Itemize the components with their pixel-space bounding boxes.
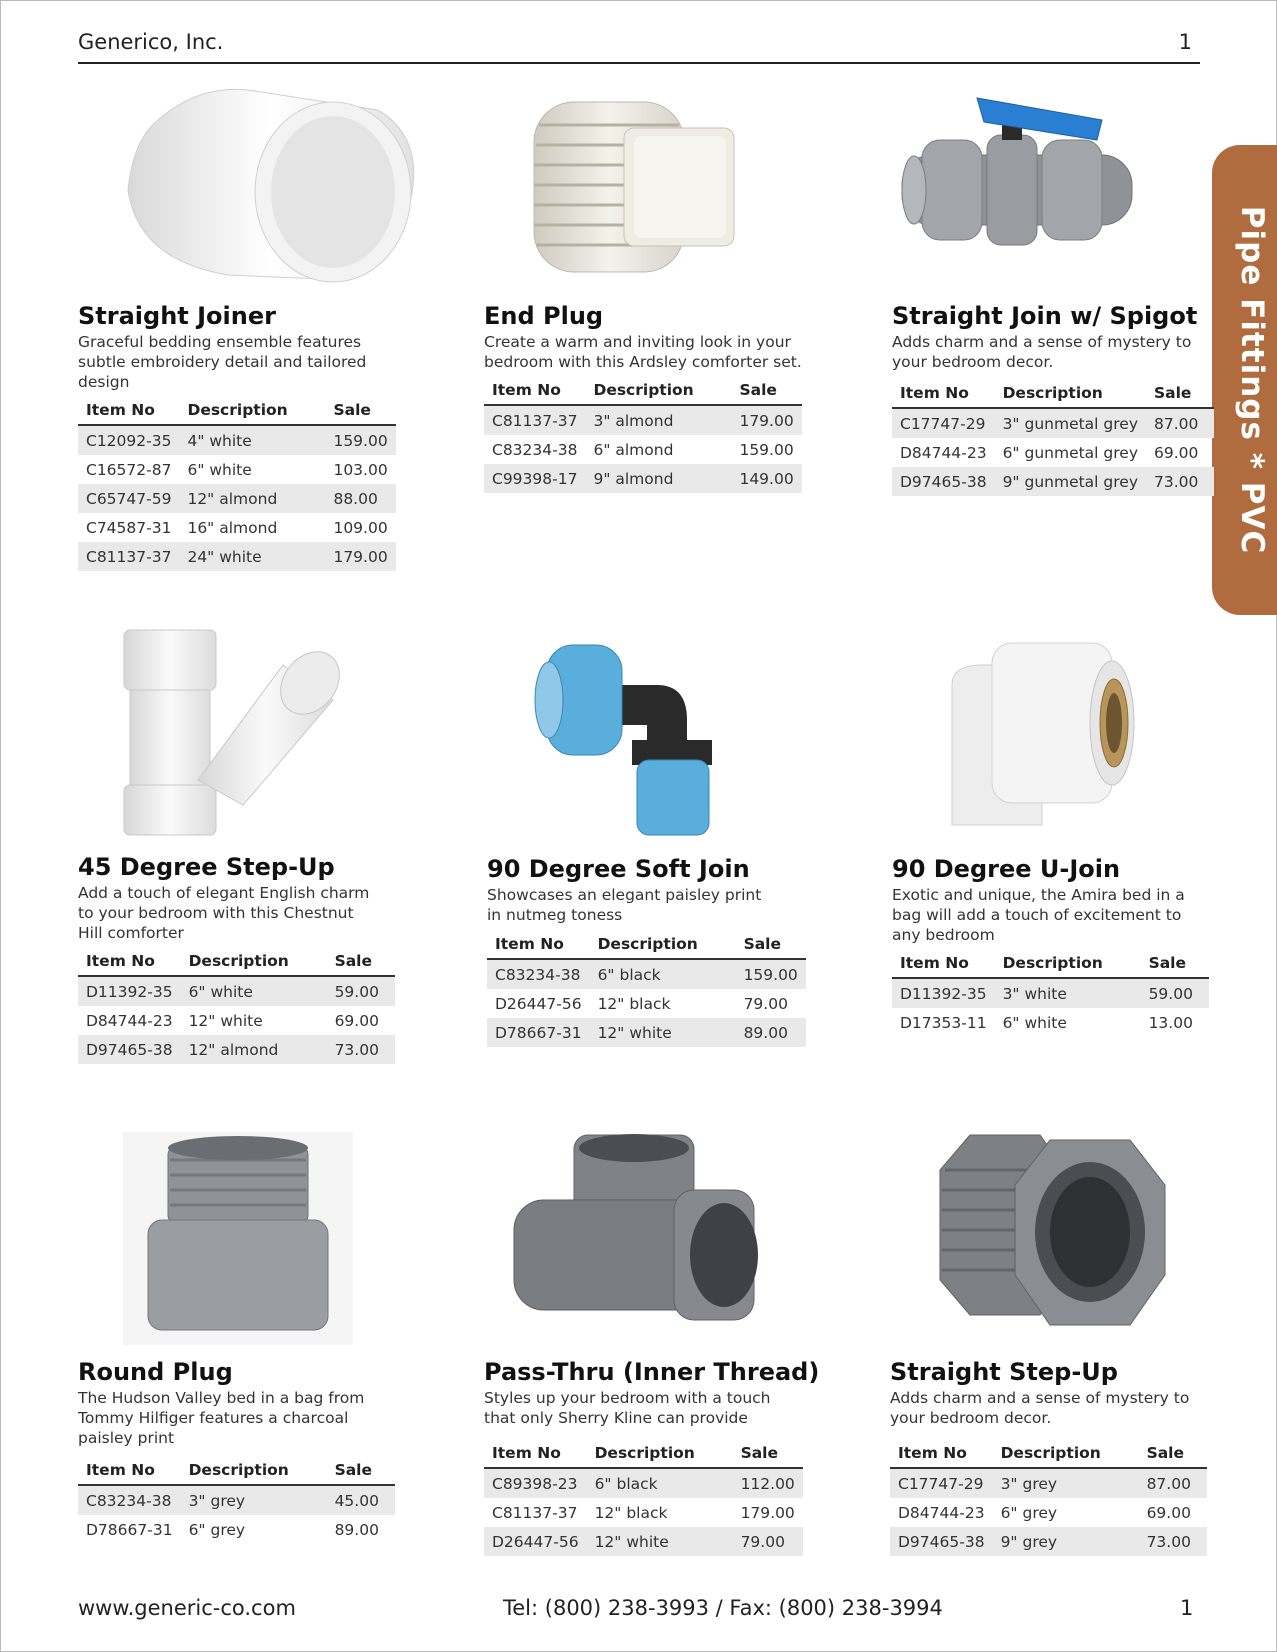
item-no: C83234-38 <box>487 959 590 989</box>
item-sale: 112.00 <box>733 1468 803 1498</box>
item-no: D84744-23 <box>898 1503 985 1522</box>
product-description: Showcases an elegant paisley print in nutmeg toness <box>487 886 762 924</box>
page-header <box>78 28 1200 64</box>
price-table <box>484 376 802 493</box>
item-description: 12" white <box>590 1018 736 1047</box>
item-description: 12" black <box>594 1503 668 1522</box>
item-no: C81137-37 <box>484 405 585 435</box>
table-row <box>78 1485 395 1515</box>
item-description: 6" grey <box>1000 1503 1058 1522</box>
col-header-description: Description <box>179 396 325 425</box>
price-table <box>78 396 396 571</box>
col-header-sale: Sale <box>327 947 395 976</box>
item-no: C81137-37 <box>78 542 179 571</box>
item-sale: 179.00 <box>731 405 801 435</box>
product-description: The Hudson Valley bed in a bag from Tommy Hilfiger features a charcoal paisley print <box>78 1389 365 1447</box>
product-title: 90 Degree U-Join <box>892 855 1121 883</box>
table-row <box>78 976 395 1006</box>
product-title: End Plug <box>484 302 604 330</box>
col-header-item: Item No <box>484 1439 587 1468</box>
product-description: Adds charm and a sense of mystery to your bedroom decor. <box>890 1389 1190 1427</box>
table-row <box>78 425 396 455</box>
item-no: D78667-31 <box>487 1018 590 1047</box>
category-tab-label: Pipe Fittings * PVC <box>1234 205 1270 555</box>
item-sale: 13.00 <box>1148 1013 1193 1032</box>
col-header-description: Description <box>585 376 731 405</box>
col-header-description: Description <box>995 379 1146 408</box>
table-row <box>78 484 396 513</box>
product-title: Pass-Thru (Inner Thread) <box>484 1358 820 1386</box>
grey-adapter-icon <box>78 1130 458 1330</box>
col-header-description: Description <box>993 1439 1139 1468</box>
item-sale: 159.00 <box>325 425 395 455</box>
col-header-item: Item No <box>78 396 179 425</box>
col-header-sale: Sale <box>731 376 801 405</box>
col-header-description: Description <box>181 1456 327 1485</box>
item-sale: 73.00 <box>327 1035 395 1064</box>
item-no: D97465-38 <box>892 467 995 496</box>
threaded-plug-icon <box>484 80 864 280</box>
item-sale: 59.00 <box>327 976 395 1006</box>
item-description: 3" gunmetal grey <box>995 408 1146 438</box>
table-row <box>487 989 806 1018</box>
col-header-sale: Sale <box>327 1456 395 1485</box>
table-row <box>892 978 1209 1008</box>
product-description: Adds charm and a sense of mystery to your bedroom decor. <box>892 333 1192 371</box>
product-straight-joiner <box>78 80 458 580</box>
item-sale: 79.00 <box>733 1527 803 1556</box>
product-straight-step-up <box>890 1130 1270 1550</box>
item-description: 6" black <box>590 959 736 989</box>
col-header-item: Item No <box>78 1456 181 1485</box>
price-table <box>487 930 806 1047</box>
col-header-item: Item No <box>892 949 995 978</box>
item-no: C83234-38 <box>78 1485 181 1515</box>
hex-bushing-icon <box>890 1130 1270 1330</box>
table-row <box>487 1018 806 1047</box>
item-no: D26447-56 <box>484 1527 587 1556</box>
item-no: C89398-23 <box>484 1468 587 1498</box>
col-header-description: Description <box>590 930 736 959</box>
item-description: 6" white <box>181 976 327 1006</box>
product-title: 45 Degree Step-Up <box>78 853 335 881</box>
item-no: C83234-38 <box>492 440 578 459</box>
item-sale: 69.00 <box>334 1011 379 1030</box>
item-description: 3" almond <box>585 405 731 435</box>
table-row <box>78 513 396 542</box>
table-row <box>484 464 802 493</box>
item-no: C12092-35 <box>78 425 179 455</box>
product-title: 90 Degree Soft Join <box>487 855 750 883</box>
product-description: Styles up your bedroom with a touch that only Sherry Kline can provide <box>484 1389 771 1427</box>
product-end-plug <box>484 80 864 500</box>
item-sale: 69.00 <box>1146 1503 1191 1522</box>
item-description: 12" almond <box>181 1035 327 1064</box>
col-header-item: Item No <box>892 379 995 408</box>
table-row <box>78 1006 395 1035</box>
item-sale: 109.00 <box>333 518 388 537</box>
item-description: 24" white <box>179 542 325 571</box>
price-table <box>78 1456 395 1544</box>
header-page-number: 1 <box>1178 30 1192 54</box>
footer-website-link[interactable]: www.generic-co.com <box>78 1596 296 1620</box>
item-sale: 159.00 <box>736 959 806 989</box>
col-header-sale: Sale <box>736 930 806 959</box>
item-description: 4" white <box>179 425 325 455</box>
product-45-degree-step-up <box>78 625 458 1065</box>
item-no: D26447-56 <box>495 994 582 1013</box>
product-description: Exotic and unique, the Amira bed in a bag will add a touch of excitement to any bedroom <box>892 886 1185 944</box>
item-sale: 89.00 <box>736 1018 806 1047</box>
item-description: 6" black <box>587 1468 733 1498</box>
product-90-degree-u-join <box>892 625 1272 1065</box>
product-90-degree-soft-join <box>487 625 867 1065</box>
item-description: 3" grey <box>181 1485 327 1515</box>
item-sale: 159.00 <box>739 440 794 459</box>
table-row <box>484 435 802 464</box>
item-description: 6" gunmetal grey <box>1002 443 1138 462</box>
item-sale: 179.00 <box>325 542 395 571</box>
product-title: Straight Join w/ Spigot <box>892 302 1198 330</box>
page-footer <box>0 1596 1277 1628</box>
item-no: D17353-11 <box>900 1013 987 1032</box>
col-header-item: Item No <box>487 930 590 959</box>
price-table <box>892 949 1209 1037</box>
col-header-description: Description <box>587 1439 733 1468</box>
item-description: 9" gunmetal grey <box>995 467 1146 496</box>
item-sale: 45.00 <box>327 1485 395 1515</box>
col-header-item: Item No <box>78 947 181 976</box>
table-row <box>890 1527 1207 1556</box>
product-pass-thru <box>484 1130 864 1550</box>
white-coupling-icon <box>78 80 458 280</box>
table-row <box>890 1468 1207 1498</box>
item-sale: 88.00 <box>325 484 395 513</box>
price-table <box>78 947 395 1064</box>
item-description: 6" grey <box>188 1520 246 1539</box>
table-row <box>484 1498 803 1527</box>
col-header-item: Item No <box>890 1439 993 1468</box>
compression-elbow-icon <box>487 625 867 825</box>
table-row <box>78 455 396 484</box>
item-no: D11392-35 <box>78 976 181 1006</box>
item-description: 16" almond <box>187 518 278 537</box>
item-sale: 89.00 <box>334 1520 379 1539</box>
item-description: 6" white <box>187 460 252 479</box>
col-header-description: Description <box>995 949 1141 978</box>
table-row <box>892 1008 1209 1037</box>
item-sale: 59.00 <box>1141 978 1209 1008</box>
footer-page-number: 1 <box>1180 1596 1194 1620</box>
item-sale: 73.00 <box>1139 1527 1207 1556</box>
product-description: Create a warm and inviting look in your bedroom with this Ardsley comforter set. <box>484 333 802 371</box>
product-description: Graceful bedding ensemble features subtle embroidery detail and tailored design <box>78 333 367 391</box>
item-no: C17747-29 <box>892 408 995 438</box>
grey-tee-icon <box>484 1130 864 1330</box>
item-description: 9" almond <box>585 464 731 493</box>
col-header-sale: Sale <box>1146 379 1214 408</box>
item-description: 6" almond <box>593 440 674 459</box>
item-no: D97465-38 <box>890 1527 993 1556</box>
table-row <box>890 1498 1207 1527</box>
item-description: 6" white <box>1002 1013 1067 1032</box>
item-no: C99398-17 <box>484 464 585 493</box>
item-description: 12" white <box>188 1011 263 1030</box>
product-title: Straight Joiner <box>78 302 276 330</box>
table-row <box>892 438 1214 467</box>
col-header-description: Description <box>181 947 327 976</box>
table-row <box>78 542 396 571</box>
item-no: C16572-87 <box>86 460 172 479</box>
item-sale: 69.00 <box>1154 443 1199 462</box>
item-sale: 73.00 <box>1146 467 1214 496</box>
item-no: C81137-37 <box>492 1503 578 1522</box>
price-table <box>892 379 1214 496</box>
item-no: C74587-31 <box>86 518 172 537</box>
col-header-sale: Sale <box>1141 949 1209 978</box>
item-description: 3" grey <box>993 1468 1139 1498</box>
product-title: Straight Step-Up <box>890 1358 1118 1386</box>
price-table <box>484 1439 803 1556</box>
table-row <box>484 1527 803 1556</box>
price-table <box>890 1439 1207 1556</box>
item-description: 3" white <box>995 978 1141 1008</box>
item-description: 12" white <box>587 1527 733 1556</box>
white-elbow-icon <box>892 625 1272 825</box>
item-no: C65747-59 <box>78 484 179 513</box>
table-row <box>487 959 806 989</box>
col-header-sale: Sale <box>1139 1439 1207 1468</box>
wye-fitting-icon <box>78 625 458 825</box>
table-row <box>892 467 1214 496</box>
table-row <box>892 408 1214 438</box>
item-description: 12" almond <box>179 484 325 513</box>
col-header-sale: Sale <box>325 396 395 425</box>
item-description: 9" grey <box>993 1527 1139 1556</box>
col-header-sale: Sale <box>733 1439 803 1468</box>
product-round-plug <box>78 1130 458 1550</box>
item-no: C17747-29 <box>890 1468 993 1498</box>
table-row <box>484 1468 803 1498</box>
col-header-item: Item No <box>484 376 585 405</box>
item-no: D84744-23 <box>900 443 987 462</box>
item-sale: 103.00 <box>333 460 388 479</box>
table-row <box>78 1035 395 1064</box>
product-straight-join-spigot <box>892 80 1272 500</box>
item-sale: 87.00 <box>1146 408 1214 438</box>
company-name: Generico, Inc. <box>78 30 224 54</box>
table-row <box>78 1515 395 1544</box>
item-no: D84744-23 <box>86 1011 173 1030</box>
item-sale: 79.00 <box>743 994 788 1013</box>
item-sale: 149.00 <box>731 464 801 493</box>
item-sale: 87.00 <box>1139 1468 1207 1498</box>
table-row <box>484 405 802 435</box>
item-no: D11392-35 <box>892 978 995 1008</box>
item-sale: 179.00 <box>740 1503 795 1522</box>
product-title: Round Plug <box>78 1358 233 1386</box>
item-no: D97465-38 <box>78 1035 181 1064</box>
item-description: 12" black <box>597 994 671 1013</box>
footer-contact: Tel: (800) 238-3993 / Fax: (800) 238-3994 <box>503 1596 943 1620</box>
product-description: Add a touch of elegant English charm to your bedroom with this Chestnut Hill comforter <box>78 884 370 942</box>
ball-valve-icon <box>892 80 1272 280</box>
item-no: D78667-31 <box>86 1520 173 1539</box>
